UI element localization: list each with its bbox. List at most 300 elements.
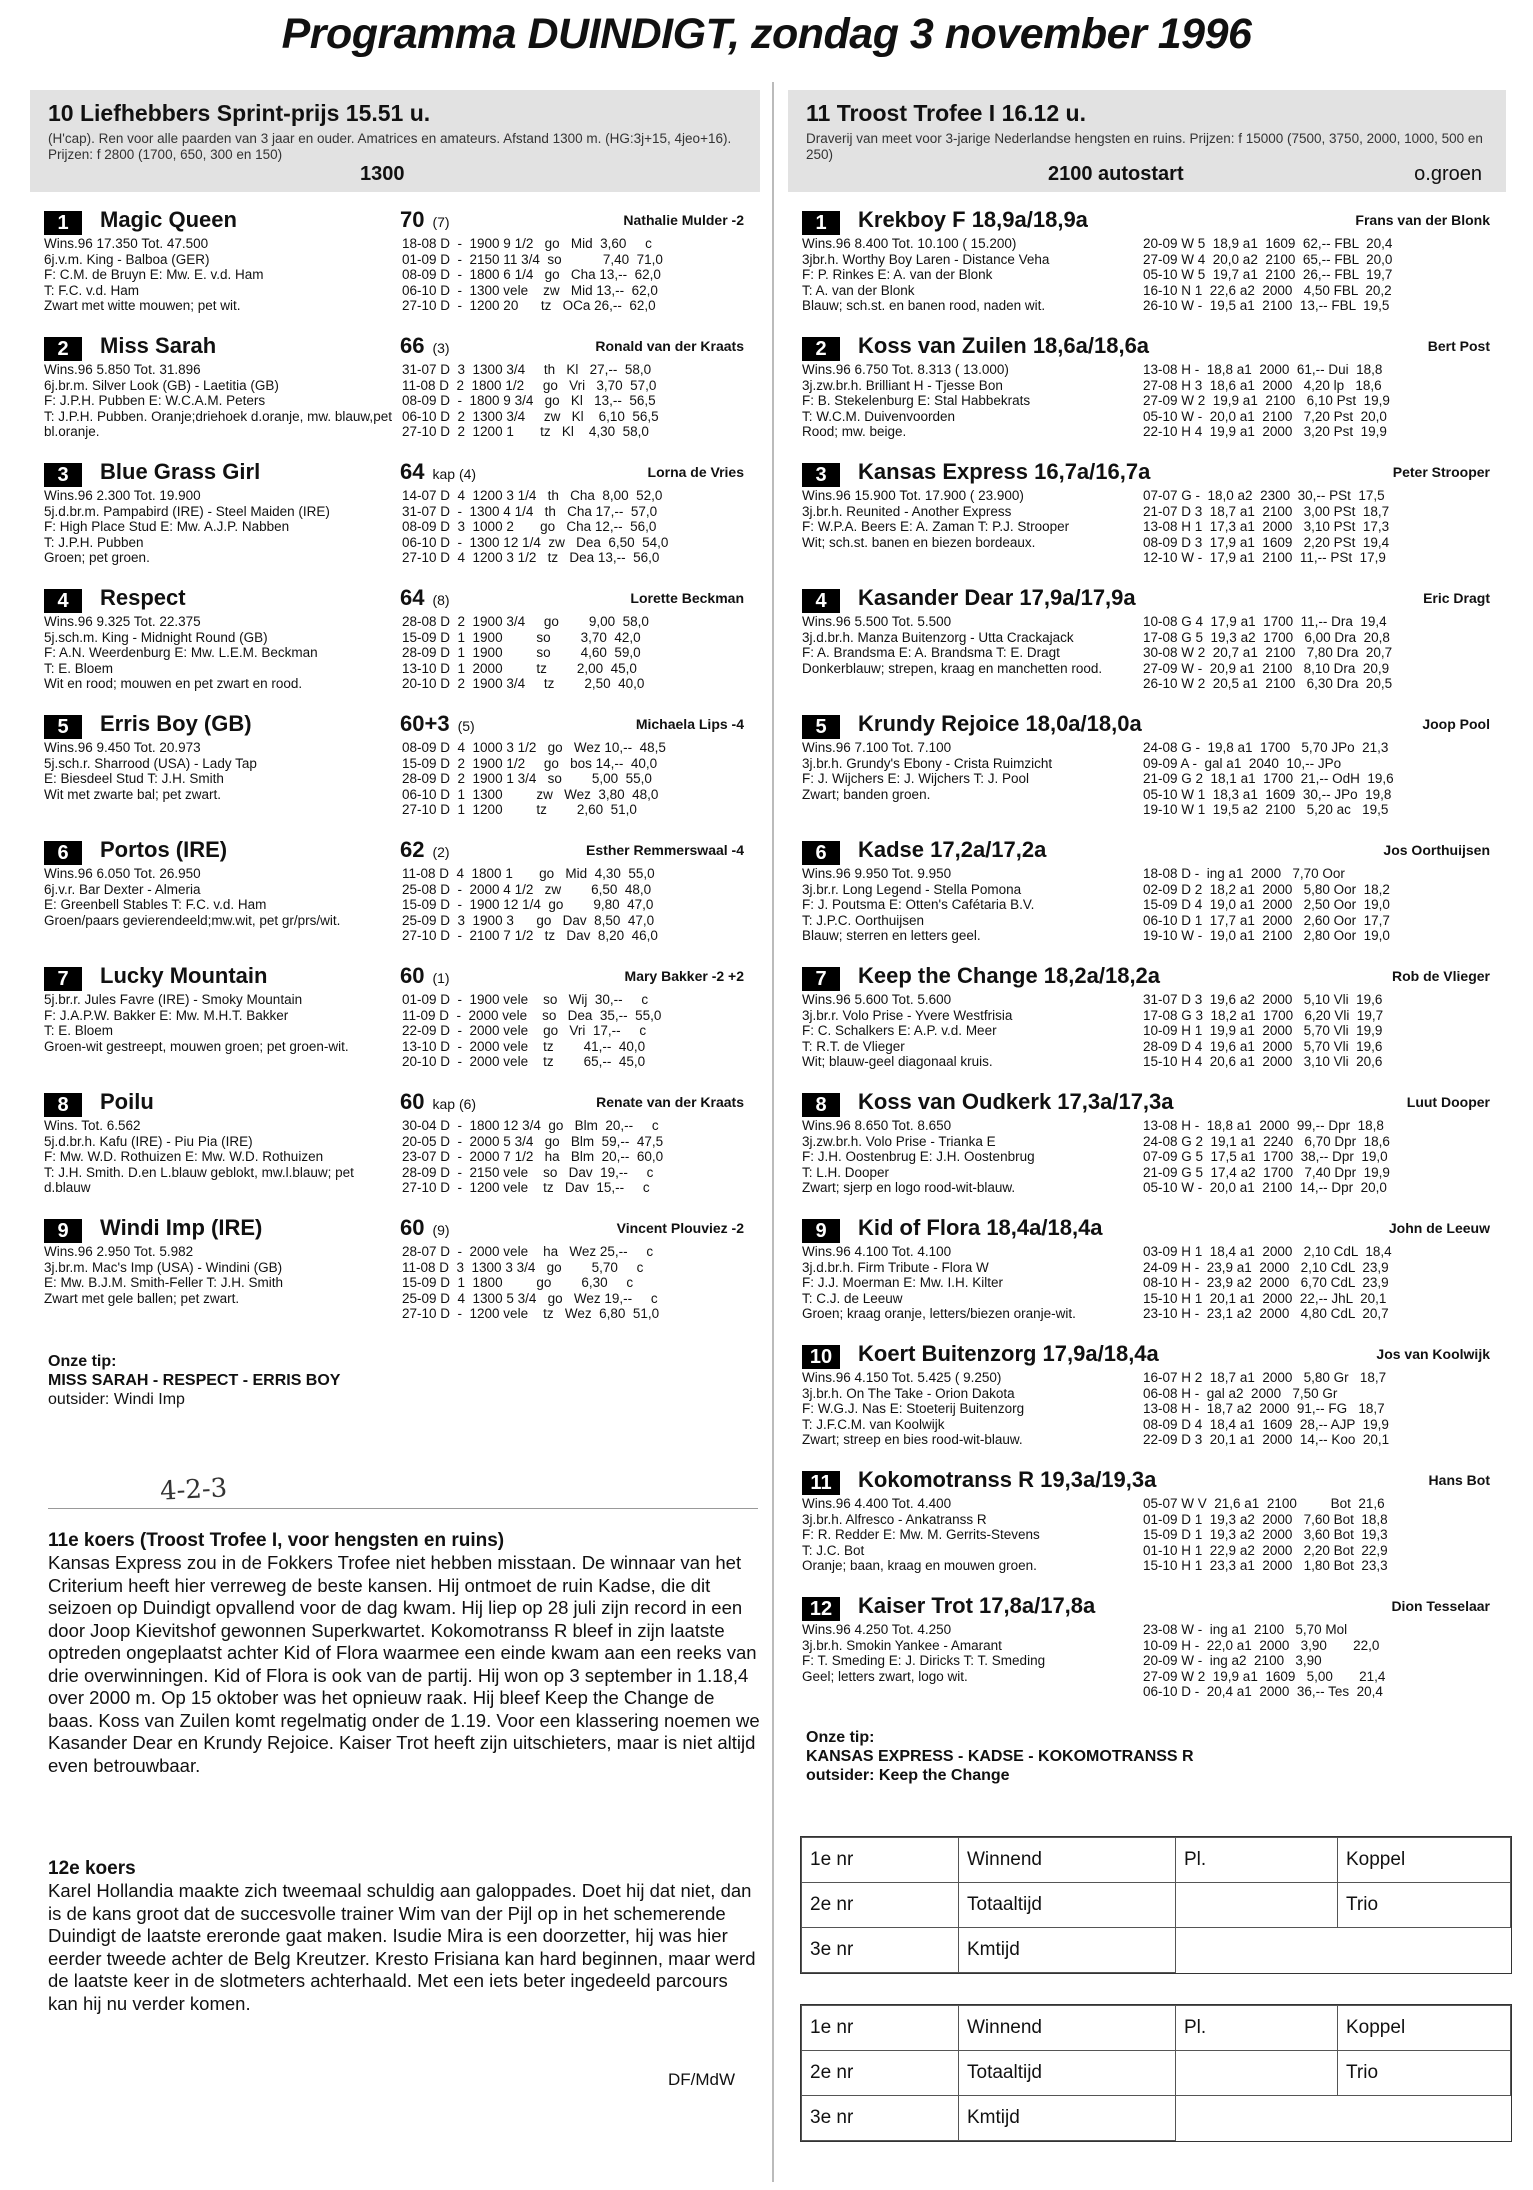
result-row: 07-07 G - 18,0 a2 2300 30,-- PSt 17,5 — [1143, 488, 1385, 503]
form-cell[interactable]: Trio — [1338, 2051, 1511, 2096]
form-cell[interactable]: Koppel — [1338, 2006, 1511, 2051]
form-cell — [1176, 2096, 1338, 2141]
horse-info: Wins.96 6.050 Tot. 26.950 6j.v.r. Bar Dexter - Almeria E: Greenbell Stables T: F.C. v.d. Ham Groen/paars gevierendeeld;mw.wit, pet gr/prs/wit. — [44, 866, 341, 928]
horse-entry — [788, 1088, 1506, 1214]
race-10-tip — [30, 1352, 760, 1409]
form-cell — [1176, 1928, 1338, 1973]
horse-results — [402, 362, 659, 440]
horse-results — [402, 236, 663, 314]
horse-info: Wins.96 2.950 Tot. 5.982 3j.br.m. Mac's Imp (USA) - Windini (GB) E: Mw. B.J.M. Smith-Feller T: J.H. Smith Zwart met gele ballen; pet zwart. — [44, 1244, 284, 1306]
horse-info: Wins.96 4.150 Tot. 5.425 ( 9.250) 3j.br.h. On The Take - Orion Dakota F: W.G.J. Nas E: Stoeterij Buitenzorg T: J.F.C.M. van Koolwijk Zwart; streep en bies rood-wit-blauw. — [802, 1370, 1025, 1448]
horse-driver: Dion Tesselaar — [1391, 1598, 1490, 1614]
result-row: 08-09 D 3 17,9 a1 1609 2,20 PSt 19,4 — [1143, 534, 1390, 550]
horse-entry — [30, 206, 760, 332]
horse-driver: Michaela Lips -4 — [635, 716, 744, 732]
horse-info: 5j.br.r. Jules Favre (IRE) - Smoky Mountain F: J.A.P.W. Bakker E: Mw. M.H.T. Bakker T: E. Bloem Groen-wit gestreept, mouwen groen; pet groen-wit. — [44, 992, 349, 1054]
form-cell[interactable]: 3e nr — [802, 1928, 959, 1973]
horse-info: Wins.96 15.900 Tot. 17.900 ( 23.900) 3j.br.h. Reunited - Another Express F: W.P.A. Beers E: A. Zaman T: P.J. Strooper Wit; sch.st. banen en biezen bordeaux. — [802, 488, 1070, 550]
result-row: 08-09 D 4 18,4 a1 1609 28,-- AJP 19,9 — [1143, 1416, 1389, 1432]
result-row: 19-10 W - 19,0 a1 2100 2,80 Oor 19,0 — [1143, 928, 1390, 944]
horse-number: 8 — [802, 1093, 840, 1117]
horse-number: 5 — [802, 715, 840, 739]
column-divider — [772, 82, 774, 2182]
result-row: 21-07 D 3 18,7 a1 2100 3,00 PSt 18,7 — [1143, 503, 1390, 519]
horse-number: 1 — [802, 211, 840, 235]
horse-results — [402, 1244, 659, 1322]
horse-entry — [788, 1592, 1506, 1718]
horse-name: Windi Imp (IRE) — [100, 1215, 263, 1240]
result-row: 06-10 D - 1300 vele zw Mid 13,-- 62,0 — [402, 282, 658, 298]
result-row: 18-08 D - ing a1 2000 7,70 Oor — [1143, 866, 1345, 881]
form-cell[interactable]: Winnend — [959, 1838, 1176, 1883]
horse-number: 7 — [802, 967, 840, 991]
horse-weight — [400, 585, 450, 611]
result-row: 03-09 H 1 18,4 a1 2000 2,10 CdL 18,4 — [1143, 1244, 1392, 1259]
result-row: 14-07 D 4 1200 3 1/4 th Cha 8,00 52,0 — [402, 488, 663, 503]
result-row: 13-10 D - 2000 vele tz 41,-- 40,0 — [402, 1038, 646, 1054]
result-row: 06-10 D - 20,4 a1 2000 36,-- Tes 20,4 — [1143, 1684, 1383, 1700]
horse-driver: Lorna de Vries — [647, 464, 744, 480]
race-10-distance: 1300 — [360, 163, 405, 185]
horse-number: 6 — [802, 841, 840, 865]
result-row: 08-09 D - 1800 9 3/4 go Kl 13,-- 56,5 — [402, 393, 656, 409]
horse-entry — [30, 962, 760, 1088]
horse-name: Kid of Flora 18,4a/18,4a — [858, 1215, 1103, 1240]
result-row: 08-09 D - 1800 6 1/4 go Cha 13,-- 62,0 — [402, 267, 661, 283]
horse-name: Poilu — [100, 1089, 154, 1114]
result-row: 28-09 D 1 1900 so 4,60 59,0 — [402, 645, 641, 661]
weight-extra: (3) — [432, 340, 450, 356]
weight-extra: kap (6) — [432, 1096, 477, 1112]
weight-value: 60+3 — [400, 711, 450, 736]
horse-entry — [788, 962, 1506, 1088]
result-row: 27-10 D - 1200 vele tz Dav 15,-- c — [402, 1180, 650, 1196]
race-10-title: 10 Liefhebbers Sprint-prijs 15.51 u. — [48, 100, 431, 126]
weight-value: 64 — [400, 459, 425, 484]
result-row: 01-09 D - 2150 11 3/4 so 7,40 71,0 — [402, 251, 663, 267]
result-row: 10-08 G 4 17,9 a1 1700 11,-- Dra 19,4 — [1143, 614, 1387, 629]
horse-name: Kadse 17,2a/17,2a — [858, 837, 1047, 862]
result-row: 08-09 D 4 1000 3 1/2 go Wez 10,-- 48,5 — [402, 740, 666, 755]
horse-driver: Joop Pool — [1422, 716, 1490, 732]
horse-name: Keep the Change 18,2a/18,2a — [858, 963, 1161, 988]
horse-name: Kokomotranss R 19,3a/19,3a — [858, 1467, 1157, 1492]
horse-results — [1143, 1118, 1390, 1196]
result-row: 28-09 D 4 19,6 a1 2000 5,70 Vli 19,6 — [1143, 1038, 1383, 1054]
result-row: 22-10 H 4 19,9 a1 2000 3,20 Pst 19,9 — [1143, 424, 1387, 440]
horse-driver: Mary Bakker -2 +2 — [624, 968, 744, 984]
result-row: 25-09 D 3 1900 3 go Dav 8,50 47,0 — [402, 912, 655, 928]
result-row: 31-07 D 3 19,6 a2 2000 5,10 Vli 19,6 — [1143, 992, 1383, 1007]
form-cell[interactable]: Totaaltijd — [959, 1883, 1176, 1928]
article-12-text: Karel Hollandia maakte zich tweemaal schuldig aan galoppades. Doet hij dat niet, dan is de kans groot dat de succesvolle trainer Wim van der Pijl op in het schemerende Duindigt de laatste ereronde gaat maken. Isudie Mira is een doorzetter, hij was hier eerder tweede achter de Belg Kreutzer. Kresto Frisiana kan hard beginnen, maar werd de laatste keer in de slotmeters achterhaald. Met een iets beter ingedeeld parcours kan hij nu verder komen. — [48, 1880, 756, 2014]
form-cell[interactable]: 3e nr — [802, 2096, 959, 2141]
horse-number: 10 — [802, 1345, 840, 1369]
result-row: 13-08 H 1 17,3 a1 2000 3,10 PSt 17,3 — [1143, 519, 1390, 535]
result-row: 01-10 H 1 22,9 a2 2000 2,20 Bot 22,9 — [1143, 1542, 1388, 1558]
horse-name: Koss van Zuilen 18,6a/18,6a — [858, 333, 1150, 358]
horse-driver: Nathalie Mulder -2 — [623, 212, 744, 228]
horse-number: 12 — [802, 1597, 840, 1621]
horse-entry — [788, 1214, 1506, 1340]
weight-extra: (1) — [432, 970, 450, 986]
horse-results — [402, 740, 666, 818]
horse-name: Portos (IRE) — [100, 837, 228, 862]
article-12-heading: 12e koers — [48, 1858, 136, 1879]
horse-number: 1 — [44, 211, 82, 235]
result-row: 28-09 D - 2150 vele so Dav 19,-- c — [402, 1164, 654, 1180]
result-row: 20-09 W - ing a2 2100 3,90 — [1143, 1653, 1322, 1669]
horse-name: Krundy Rejoice 18,0a/18,0a — [858, 711, 1142, 736]
result-row: 21-09 G 5 17,4 a2 1700 7,40 Dpr 19,9 — [1143, 1164, 1390, 1180]
weight-value: 60 — [400, 963, 425, 988]
horse-entry — [788, 1466, 1506, 1592]
horse-results — [1143, 992, 1383, 1070]
result-row: 30-08 W 2 20,7 a1 2100 7,80 Dra 20,7 — [1143, 645, 1393, 661]
horse-results — [402, 992, 661, 1070]
signature: DF/MdW — [668, 2070, 736, 2089]
race-11-horse-list — [788, 206, 1506, 1718]
horse-name: Respect — [100, 585, 186, 610]
horse-name: Erris Boy (GB) — [100, 711, 252, 736]
horse-results — [1143, 1244, 1392, 1322]
horse-driver: Frans van der Blonk — [1355, 212, 1490, 228]
horse-results — [1143, 1496, 1388, 1574]
result-row: 24-08 G 2 19,1 a1 2240 6,70 Dpr 18,6 — [1143, 1133, 1390, 1149]
form-cell — [1338, 2096, 1511, 2141]
form-cell[interactable]: Pl. — [1176, 1838, 1338, 1883]
result-row: 24-09 H - 23,9 a1 2000 2,10 CdL 23,9 — [1143, 1259, 1389, 1275]
race-11-column — [788, 90, 1506, 1785]
form-cell[interactable]: Kmtijd — [959, 2096, 1176, 2141]
horse-info: Wins.96 9.450 Tot. 20.973 5j.sch.r. Sharrood (USA) - Lady Tap E: Biesdeel Stud T: J.H. Smith Wit met zwarte bal; pet zwart. — [44, 740, 257, 802]
result-row: 27-10 D 2 1200 1 tz Kl 4,30 58,0 — [402, 424, 649, 440]
form-cell[interactable]: Koppel — [1338, 1838, 1511, 1883]
horse-name: Blue Grass Girl — [100, 459, 261, 484]
result-row: 27-10 D 4 1200 3 1/2 tz Dea 13,-- 56,0 — [402, 550, 660, 566]
result-row: 28-09 D 2 1900 1 3/4 so 5,00 55,0 — [402, 771, 652, 787]
horse-driver: Luut Dooper — [1406, 1094, 1490, 1110]
horse-entry — [788, 584, 1506, 710]
horse-info: Wins.96 5.500 Tot. 5.500 3j.d.br.h. Manza Buitenzorg - Utta Crackajack F: A. Brandsma E: A. Brandsma T: E. Dragt Donkerblauw; strepen, kraag en manchetten rood. — [802, 614, 1103, 676]
horse-info: Wins.96 6.750 Tot. 8.313 ( 13.000) 3j.zw.br.h. Brilliant H - Tjesse Bon F: B. Stekelenburg E: Stal Habbekrats T: W.C.M. Duivenvoorden Rood; mw. beige. — [802, 362, 1031, 440]
horse-number: 2 — [802, 337, 840, 361]
result-row: 25-09 D 4 1300 5 3/4 go Wez 19,-- c — [402, 1290, 658, 1306]
form-cell[interactable]: Trio — [1338, 1883, 1511, 1928]
horse-results — [402, 866, 658, 944]
result-row: 24-08 G - 19,8 a1 1700 5,70 JPo 21,3 — [1143, 740, 1389, 755]
horse-weight — [400, 1215, 450, 1241]
race-11-tip — [788, 1728, 1506, 1785]
form-cell[interactable] — [1176, 1883, 1338, 1928]
form-cell[interactable]: Winnend — [959, 2006, 1176, 2051]
result-row: 19-10 W 1 19,5 a2 2100 5,20 ac 19,5 — [1143, 802, 1389, 818]
horse-driver: Eric Dragt — [1423, 590, 1490, 606]
race-10-column — [30, 90, 760, 1409]
horse-number: 3 — [44, 463, 82, 487]
horse-info: Wins.96 9.325 Tot. 22.375 5j.sch.m. King - Midnight Round (GB) F: A.N. Weerdenburg E: Mw. L.E.M. Beckman T: E. Bloem Wit en rood; mouwen en pet zwart en rood. — [44, 614, 318, 692]
horse-driver: Hans Bot — [1428, 1472, 1490, 1488]
race-10-header — [30, 90, 760, 192]
result-row: 15-09 D 1 1800 go 6,30 c — [402, 1275, 634, 1291]
result-row: 20-10 D - 2000 vele tz 65,-- 45,0 — [402, 1054, 646, 1070]
horse-results — [402, 614, 649, 692]
result-row: 05-10 W 1 18,3 a1 1609 30,-- JPo 19,8 — [1143, 786, 1392, 802]
result-row: 22-09 D 3 20,1 a1 2000 14,-- Koo 20,1 — [1143, 1432, 1390, 1448]
article-11-heading: 11e koers (Troost Trofee I, voor hengsten en ruins) — [48, 1530, 505, 1551]
form-cell[interactable]: Pl. — [1176, 2006, 1338, 2051]
horse-driver: Jos van Koolwijk — [1376, 1346, 1490, 1362]
article-11-text: Kansas Express zou in de Fokkers Trofee niet hebben misstaan. De winnaar van het Criterium heeft hier verreweg de beste kansen. Hij ontmoet de ruin Kadse, die dit seizoen op Duindigt opvallend voor de dag kwam. Hij liep op 28 juli zijn record in een door Joop Kievitshof gewonnen Superkwartet. Kokomotranss R bleef in zijn laatste optreden ongeplaatst achter Kid of Flora waarmee een einde kwam aan een reeks van drie overwinningen. Kid of Flora is ook van de partij. Hij won op 3 september in 1.18,4 over 2000 m. Op 15 oktober was het opnieuw raak. Hij bleef Keep the Change de baas. Koss van Zuilen komt regelmatig onder de 1.19. Voor een klassering noemen we Kasander Dear en Krundy Rejoice. Kaiser Trot heeft zijn uitschieters, maar is niet altijd even betrouwbaar. — [48, 1552, 760, 1776]
horse-weight — [400, 963, 450, 989]
result-row: 21-09 G 2 18,1 a1 1700 21,-- OdH 19,6 — [1143, 771, 1394, 787]
tip-label: Onze tip: — [48, 1353, 117, 1370]
handwritten-note: 4-2-3 — [159, 1473, 228, 1507]
horse-driver: John de Leeuw — [1388, 1220, 1490, 1236]
article-divider — [48, 1508, 758, 1509]
result-row: 27-10 D - 2100 7 1/2 tz Dav 8,20 46,0 — [402, 928, 658, 944]
form-cell[interactable]: Totaaltijd — [959, 2051, 1176, 2096]
race-10-horse-list — [30, 206, 760, 1340]
result-row: 15-09 D - 1900 12 1/4 go 9,80 47,0 — [402, 897, 654, 913]
horse-entry — [788, 836, 1506, 962]
result-row: 28-08 D 2 1900 3/4 go 9,00 58,0 — [402, 614, 649, 629]
result-row: 06-10 D 1 17,7 a1 2000 2,60 Oor 17,7 — [1143, 912, 1390, 928]
horse-entry — [30, 332, 760, 458]
horse-name: Lucky Mountain — [100, 963, 268, 988]
horse-entry — [788, 710, 1506, 836]
result-row: 08-09 D 3 1000 2 go Cha 12,-- 56,0 — [402, 519, 657, 535]
form-cell[interactable]: Kmtijd — [959, 1928, 1176, 1973]
horse-entry — [30, 458, 760, 584]
result-row: 23-10 H - 23,1 a2 2000 4,80 CdL 20,7 — [1143, 1306, 1389, 1322]
horse-driver: Renate van der Kraats — [596, 1094, 744, 1110]
result-row: 22-09 D - 2000 vele go Vri 17,-- c — [402, 1023, 647, 1039]
horse-results — [1143, 740, 1394, 818]
horse-number: 6 — [44, 841, 82, 865]
tip-picks: KANSAS EXPRESS - KADSE - KOKOMOTRANSS R — [806, 1748, 1194, 1765]
result-row: 05-10 W - 20,0 a1 2100 14,-- Dpr 20,0 — [1143, 1180, 1387, 1196]
horse-number: 8 — [44, 1093, 82, 1117]
horse-info: Wins.96 4.400 Tot. 4.400 3j.br.h. Alfresco - Ankatranss R F: R. Redder E: Mw. M. Gerrits-Stevens T: J.C. Bot Oranje; baan, kraag en mouwen groen. — [802, 1496, 1040, 1574]
horse-number: 9 — [802, 1219, 840, 1243]
tip-outsider: outsider: Windi Imp — [48, 1391, 185, 1408]
horse-number: 3 — [802, 463, 840, 487]
form-cell[interactable] — [1176, 2051, 1338, 2096]
result-row: 27-09 W - 20,9 a1 2100 8,10 Dra 20,9 — [1143, 660, 1390, 676]
race-10-description: (H'cap). Ren voor alle paarden van 3 jaar en ouder. Amatrices en amateurs. Afstand 1300 m. (HG:3j+15, 4jeo+16). Prijzen: f 2800 (1700, 650, 300 en 150) — [48, 131, 732, 162]
horse-driver: Peter Strooper — [1392, 464, 1490, 480]
result-row: 06-10 D - 1300 12 1/4 zw Dea 6,50 54,0 — [402, 534, 669, 550]
horse-entry — [30, 1088, 760, 1214]
race-11-distance: 2100 autostart — [1048, 163, 1184, 185]
result-row: 13-10 D 1 2000 tz 2,00 45,0 — [402, 660, 637, 676]
horse-name: Kaiser Trot 17,8a/17,8a — [858, 1593, 1096, 1618]
result-row: 10-09 H - 22,0 a1 2000 3,90 22,0 — [1143, 1637, 1380, 1653]
result-row: 06-10 D 1 1300 zw Wez 3,80 48,0 — [402, 786, 659, 802]
result-row: 17-08 G 3 18,2 a1 1700 6,20 Vli 19,7 — [1143, 1007, 1384, 1023]
weight-value: 62 — [400, 837, 425, 862]
tip-outsider: outsider: Keep the Change — [806, 1767, 1010, 1784]
article-race-11 — [48, 1530, 760, 1777]
result-row: 27-09 W 2 19,9 a1 2100 6,10 Pst 19,9 — [1143, 393, 1390, 409]
horse-results — [1143, 1370, 1389, 1448]
result-row: 08-10 H - 23,9 a2 2000 6,70 CdL 23,9 — [1143, 1275, 1389, 1291]
form-cell[interactable]: 2e nr — [802, 2051, 959, 2096]
horse-info: Wins.96 7.100 Tot. 7.100 3j.br.h. Grundy's Ebony - Crista Ruimzicht F: J. Wijchers E: J. Wijchers T: J. Pool Zwart; banden groen. — [802, 740, 1053, 802]
result-row: 11-08 D 2 1800 1/2 go Vri 3,70 57,0 — [402, 377, 657, 393]
horse-entry — [30, 1214, 760, 1340]
tip-label: Onze tip: — [806, 1729, 875, 1746]
result-row: 30-04 D - 1800 12 3/4 go Blm 20,-- c — [402, 1118, 659, 1133]
result-row: 02-09 D 2 18,2 a1 2000 5,80 Oor 18,2 — [1143, 881, 1390, 897]
result-row: 23-07 D - 2000 7 1/2 ha Blm 20,-- 60,0 — [402, 1149, 664, 1165]
horse-info: Wins.96 8.400 Tot. 10.100 ( 15.200) 3jbr.h. Worthy Boy Laren - Distance Veha F: P. Rinkes E: A. van der Blonk T: A. van der Blonk Blauw; sch.st. en banen rood, naden wit. — [802, 236, 1050, 314]
result-row: 15-09 D 1 1900 so 3,70 42,0 — [402, 629, 641, 645]
horse-weight — [400, 837, 450, 863]
weight-value: 64 — [400, 585, 425, 610]
horse-entry — [788, 332, 1506, 458]
horse-number: 5 — [44, 715, 82, 739]
result-row: 15-09 D 4 19,0 a1 2000 2,50 Oor 19,0 — [1143, 897, 1390, 913]
result-row: 13-08 H - 18,8 a1 2000 61,-- Dui 18,8 — [1143, 362, 1383, 377]
weight-extra: (7) — [432, 214, 450, 230]
weight-value: 60 — [400, 1089, 425, 1114]
result-row: 20-10 D 2 1900 3/4 tz 2,50 40,0 — [402, 676, 645, 692]
horse-number: 7 — [44, 967, 82, 991]
horse-results — [1143, 488, 1389, 566]
article-race-12 — [48, 1858, 760, 2015]
horse-results — [1143, 362, 1390, 440]
page-title: Programma DUINDIGT, zondag 3 november 1996 — [281, 10, 1252, 58]
horse-driver: Ronald van der Kraats — [595, 338, 744, 354]
result-row: 13-08 H - 18,8 a1 2000 99,-- Dpr 18,8 — [1143, 1118, 1384, 1133]
race-11-description: Draverij van meet voor 3-jarige Nederlandse hengsten en ruins. Prijzen: f 15000 (7500, 3750, 2000, 1000, 500 en 250) — [806, 131, 1483, 162]
horse-info: Wins. Tot. 6.562 5j.d.br.h. Kafu (IRE) - Piu Pia (IRE) F: Mw. W.D. Rothuizen E: Mw. W.D. Rothuizen T: J.H. Smith. D.en L.blauw geblokt, mw.l.blauw; pet d.blauw — [44, 1118, 354, 1196]
weight-extra: (9) — [432, 1222, 450, 1238]
horse-number: 4 — [44, 589, 82, 613]
result-row: 05-10 W 5 19,7 a1 2100 26,-- FBL 19,7 — [1143, 267, 1393, 283]
result-row: 15-09 D 1 19,3 a2 2000 3,60 Bot 19,3 — [1143, 1527, 1388, 1543]
form-cell — [1338, 1928, 1511, 1973]
bet-form-1 — [800, 1836, 1512, 1974]
horse-driver: Rob de Vlieger — [1391, 968, 1490, 984]
result-row: 01-09 D - 1900 vele so Wij 30,-- c — [402, 992, 649, 1007]
horse-results — [402, 488, 668, 566]
form-cell[interactable]: 1e nr — [802, 2006, 959, 2051]
result-row: 09-09 A - gal a1 2040 10,-- JPo — [1143, 755, 1342, 771]
result-row: 20-09 W 5 18,9 a1 1609 62,-- FBL 20,4 — [1143, 236, 1393, 251]
form-cell[interactable]: 1e nr — [802, 1838, 959, 1883]
result-row: 12-10 W - 17,9 a1 2100 11,-- PSt 17,9 — [1143, 550, 1386, 566]
horse-driver: Lorette Beckman — [630, 590, 744, 606]
horse-entry — [30, 710, 760, 836]
horse-entry — [30, 584, 760, 710]
result-row: 20-05 D - 2000 5 3/4 go Blm 59,-- 47,5 — [402, 1133, 664, 1149]
horse-number: 4 — [802, 589, 840, 613]
result-row: 15-10 H 4 20,6 a1 2000 3,10 Vli 20,6 — [1143, 1054, 1383, 1070]
weight-extra: (8) — [432, 592, 450, 608]
form-cell[interactable]: 2e nr — [802, 1883, 959, 1928]
horse-entry — [788, 458, 1506, 584]
horse-weight — [400, 333, 450, 359]
race-11-extra: o.groen — [1414, 163, 1482, 185]
result-row: 31-07 D - 1300 4 1/4 th Cha 17,-- 57,0 — [402, 503, 658, 519]
result-row: 27-09 W 2 19,9 a1 1609 5,00 21,4 — [1143, 1668, 1386, 1684]
weight-extra: (5) — [457, 718, 475, 734]
result-row: 16-10 N 1 22,6 a2 2000 4,50 FBL 20,2 — [1143, 282, 1392, 298]
horse-info: Wins.96 2.300 Tot. 19.900 5j.d.br.m. Pampabird (IRE) - Steel Maiden (IRE) F: High Place Stud E: Mw. A.J.P. Nabben T: J.P.H. Pubben Groen; pet groen. — [44, 488, 330, 566]
weight-extra: kap (4) — [432, 466, 477, 482]
horse-name: Kansas Express 16,7a/16,7a — [858, 459, 1151, 484]
horse-name: Miss Sarah — [100, 333, 217, 358]
weight-extra: (2) — [432, 844, 450, 860]
horse-name: Koert Buitenzorg 17,9a/18,4a — [858, 1341, 1159, 1366]
race-11-title: 11 Troost Trofee I 16.12 u. — [806, 100, 1086, 126]
horse-info: Wins.96 4.250 Tot. 4.250 3j.br.h. Smokin Yankee - Amarant F: T. Smeding E: J. Diricks T: T. Smeding Geel; letters zwart, logo wit. — [802, 1622, 1046, 1684]
weight-value: 70 — [400, 207, 425, 232]
horse-driver: Jos Oorthuijsen — [1383, 842, 1490, 858]
result-row: 15-10 H 1 23,3 a1 2000 1,80 Bot 23,3 — [1143, 1558, 1388, 1574]
horse-name: Koss van Oudkerk 17,3a/17,3a — [858, 1089, 1174, 1114]
result-row: 11-08 D 4 1800 1 go Mid 4,30 55,0 — [402, 866, 655, 881]
horse-number: 9 — [44, 1219, 82, 1243]
result-row: 16-07 H 2 18,7 a1 2000 5,80 Gr 18,7 — [1143, 1370, 1387, 1385]
horse-info: Wins.96 17.350 Tot. 47.500 6j.v.m. King - Balboa (GER) F: C.M. de Bruyn E: Mw. E. v.d. Ham T: F.C. v.d. Ham Zwart met witte mouwen; pet wit. — [44, 236, 264, 314]
horse-info: Wins.96 4.100 Tot. 4.100 3j.d.br.h. Firm Tribute - Flora W F: J.J. Moerman E: Mw. I.H. Kilter T: C.J. de Leeuw Groen; kraag oranje, letters/biezen oranje-wit. — [802, 1244, 1076, 1322]
horse-number: 2 — [44, 337, 82, 361]
weight-value: 66 — [400, 333, 425, 358]
result-row: 31-07 D 3 1300 3/4 th Kl 27,-- 58,0 — [402, 362, 652, 377]
horse-weight — [400, 1089, 476, 1115]
result-row: 28-07 D - 2000 vele ha Wez 25,-- c — [402, 1244, 654, 1259]
horse-info: Wins.96 5.850 Tot. 31.896 6j.br.m. Silver Look (GB) - Laetitia (GB) F: J.P.H. Pubben E: W.C.A.M. Peters T: J.P.H. Pubben. Oranje;driehoek d.oranje, mw. blauw,pet bl.oranje. — [44, 362, 392, 440]
horse-name: Krekboy F 18,9a/18,9a — [858, 207, 1088, 232]
race-11-header — [788, 90, 1506, 192]
horse-weight — [400, 459, 476, 485]
horse-results — [1143, 236, 1392, 314]
result-row: 18-08 D - 1900 9 1/2 go Mid 3,60 c — [402, 236, 652, 251]
result-row: 25-08 D - 2000 4 1/2 zw 6,50 48,0 — [402, 881, 652, 897]
horse-driver: Esther Remmerswaal -4 — [586, 842, 744, 858]
result-row: 01-09 D 1 19,3 a2 2000 7,60 Bot 18,8 — [1143, 1511, 1388, 1527]
result-row: 27-09 W 4 20,0 a2 2100 65,-- FBL 20,0 — [1143, 251, 1393, 267]
horse-info: Wins.96 9.950 Tot. 9.950 3j.br.r. Long Legend - Stella Pomona F: J. Poutsma E: Otten's Cafétaria B.V. T: J.P.C. Oorthuijsen Blauw; sterren en letters geel. — [802, 866, 1035, 944]
tip-picks: MISS SARAH - RESPECT - ERRIS BOY — [48, 1372, 341, 1389]
result-row: 17-08 G 5 19,3 a2 1700 6,00 Dra 20,8 — [1143, 629, 1390, 645]
horse-driver: Vincent Plouviez -2 — [616, 1220, 744, 1236]
horse-name: Kasander Dear 17,9a/17,9a — [858, 585, 1136, 610]
horse-results — [1143, 866, 1390, 944]
result-row: 11-09 D - 2000 vele so Dea 35,-- 55,0 — [402, 1007, 662, 1023]
result-row: 26-10 W - 19,5 a1 2100 13,-- FBL 19,5 — [1143, 298, 1390, 314]
horse-results — [1143, 614, 1392, 692]
result-row: 05-07 W V 21,6 a1 2100 Bot 21,6 — [1143, 1496, 1385, 1511]
weight-value: 60 — [400, 1215, 425, 1240]
horse-weight — [400, 711, 475, 737]
horse-weight — [400, 207, 450, 233]
result-row: 27-10 D 1 1200 tz 2,60 51,0 — [402, 802, 637, 818]
result-row: 06-08 H - gal a2 2000 7,50 Gr — [1143, 1385, 1338, 1401]
horse-number: 11 — [802, 1471, 840, 1495]
horse-results — [1143, 1622, 1385, 1700]
result-row: 05-10 W - 20,0 a1 2100 7,20 Pst 20,0 — [1143, 408, 1387, 424]
result-row: 15-09 D 2 1900 1/2 go bos 14,-- 40,0 — [402, 755, 658, 771]
horse-info: Wins.96 8.650 Tot. 8.650 3j.zw.br.h. Volo Prise - Trianka E F: J.H. Oostenbrug E: J.H. Oostenbrug T: L.H. Dooper Zwart; sjerp en logo rood-wit-blauw. — [802, 1118, 1035, 1196]
horse-info: Wins.96 5.600 Tot. 5.600 3j.br.r. Volo Prise - Yvere Westfrisia F: C. Schalkers E: A.P. v.d. Meer T: R.T. de Vlieger Wit; blauw-geel diagonaal kruis. — [802, 992, 1013, 1070]
result-row: 27-08 H 3 18,6 a1 2000 4,20 lp 18,6 — [1143, 377, 1382, 393]
result-row: 10-09 H 1 19,9 a1 2000 5,70 Vli 19,9 — [1143, 1023, 1383, 1039]
